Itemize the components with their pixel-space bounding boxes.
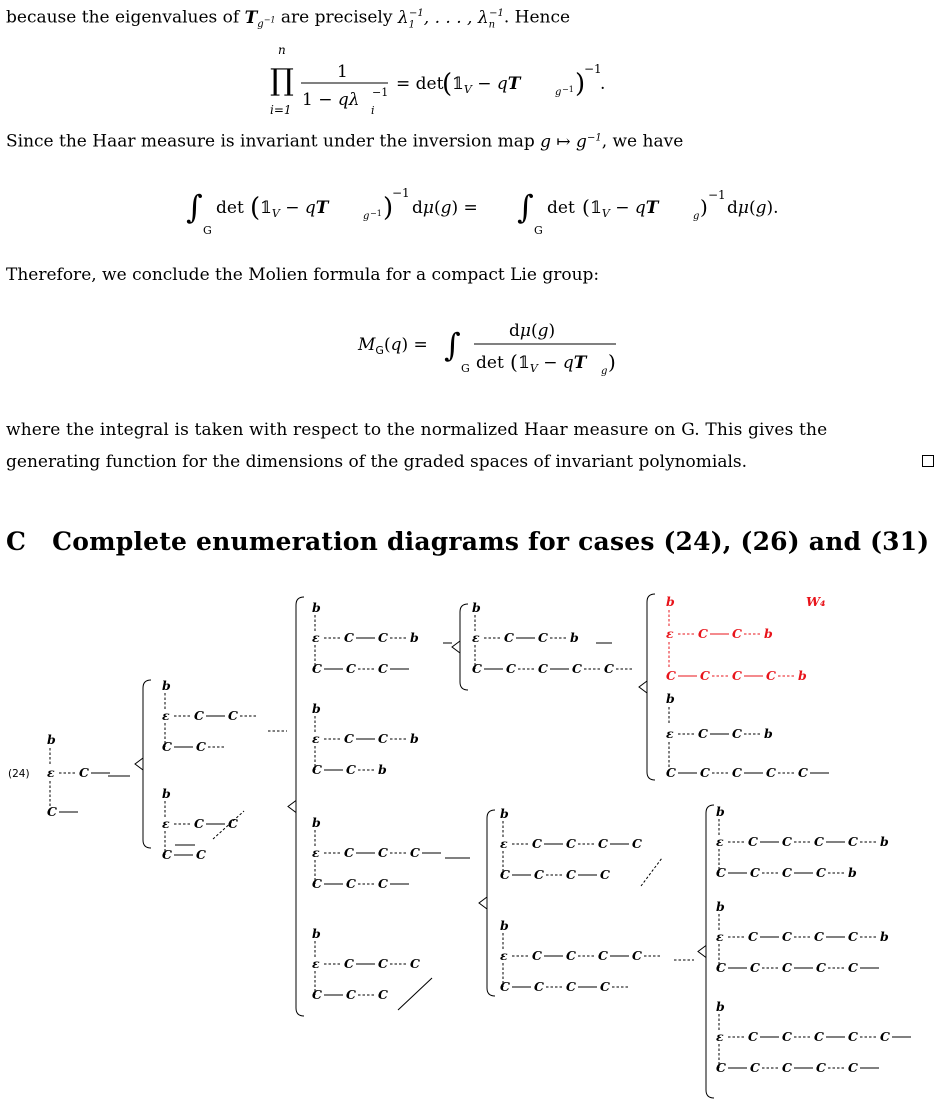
node-label: ε — [500, 948, 508, 963]
svg-text:−1: −1 — [562, 85, 574, 94]
math-T-g-inverse: $T_{g^{-1}}$ — [244, 7, 276, 31]
svg-text:(: ( — [442, 69, 453, 99]
svg-text:i=1: i=1 — [270, 103, 292, 117]
svg-text:): ) — [383, 193, 394, 223]
left-brace — [487, 810, 495, 996]
node-label: b — [880, 929, 889, 944]
svg-text:G: G — [534, 224, 543, 237]
svg-text:𝟙V − qT: $𝟙_V$ − qT — [260, 198, 329, 220]
node-label: C — [814, 1029, 824, 1044]
node-label: C — [344, 845, 354, 860]
svg-text:dμ(g).: dμ(g). — [727, 198, 779, 218]
node-label: C — [816, 960, 826, 975]
node-label: C — [750, 1060, 760, 1075]
node-label: C — [47, 804, 57, 819]
p2-text-a: Since the Haar measure is invariant under the inversion map — [6, 131, 535, 152]
svg-text:det: det — [476, 353, 504, 373]
node-label: C — [880, 1029, 890, 1044]
node-label: C — [534, 979, 544, 994]
node-label: C — [782, 834, 792, 849]
node-label: ε — [666, 626, 674, 641]
p2-text-b: , we have — [601, 131, 684, 152]
svg-text:MG(q) =: $M_G(q)$ = — [358, 335, 428, 357]
node-label: C — [378, 661, 388, 676]
brace-tip — [639, 681, 647, 693]
node-label: C — [538, 630, 548, 645]
node-label: C — [848, 834, 858, 849]
node-label: C — [698, 726, 708, 741]
p1-text-c: . Hence — [503, 7, 571, 28]
svg-text:): ) — [575, 69, 586, 99]
node-label: b — [47, 732, 56, 747]
svg-text:(: ( — [510, 350, 518, 374]
left-brace — [706, 805, 714, 1098]
node-label: C — [766, 765, 776, 780]
brace-tip — [479, 897, 487, 909]
brace-tip — [698, 946, 706, 958]
node-label: C — [814, 929, 824, 944]
node-label: C — [632, 836, 642, 851]
svg-text:= det: = det — [396, 74, 444, 94]
node-label: C — [196, 847, 206, 862]
section-number: C — [6, 527, 27, 556]
node-label: C — [600, 867, 610, 882]
svg-text:1 − qλ: 1 − qλ — [302, 90, 360, 110]
node-label: b — [162, 678, 171, 693]
math-lambda-list: $\lambda_1^{-1}$, . . . , $\lambda_n^{-1}$ — [397, 7, 504, 31]
p4-text: where the integral is taken with respect to the normalized Haar measure on G. This gives the — [6, 420, 828, 440]
node-label: C — [344, 731, 354, 746]
node-label: C — [566, 836, 576, 851]
node-label: C — [666, 765, 676, 780]
node-label: ε — [472, 630, 480, 645]
node-label: C — [748, 1029, 758, 1044]
svg-text:∫: ∫ — [517, 188, 534, 226]
node-label: ε — [312, 956, 320, 971]
node-label: C — [716, 865, 726, 880]
node-label: b — [880, 834, 889, 849]
node-label: C — [500, 867, 510, 882]
svg-text:𝟙V − qT: $𝟙_V$ − qT — [518, 353, 587, 375]
svg-text:.: . — [600, 74, 606, 94]
node-label: C — [506, 661, 516, 676]
node-label: b — [312, 815, 321, 830]
node-label: C — [538, 661, 548, 676]
svg-text:−1: −1 — [370, 209, 382, 218]
brace-tip — [452, 641, 460, 653]
node-label: C — [666, 668, 676, 683]
node-label: ε — [500, 836, 508, 851]
svg-text:g: g — [693, 211, 700, 222]
node-label: ε — [162, 708, 170, 723]
node-label: C — [782, 1029, 792, 1044]
node-label: b — [312, 701, 321, 716]
svg-text:G: G — [203, 224, 212, 237]
node-label: b — [162, 786, 171, 801]
node-label: ε — [162, 816, 170, 831]
svg-text:n: n — [278, 43, 286, 57]
node-label: C — [572, 661, 582, 676]
node-label: C — [782, 929, 792, 944]
node-label: C — [162, 739, 172, 754]
node-label: C — [312, 987, 322, 1002]
node-label: ε — [312, 731, 320, 746]
p1-text-b: are precisely — [280, 7, 393, 28]
svg-text:g: g — [555, 87, 562, 98]
node-label: C — [600, 979, 610, 994]
node-label: C — [194, 708, 204, 723]
svg-text:∏: ∏ — [270, 63, 294, 98]
svg-text:g: g — [601, 366, 608, 377]
node-label: ε — [312, 845, 320, 860]
node-label: b — [378, 762, 387, 777]
node-label: C — [378, 731, 388, 746]
node-label: C — [346, 762, 356, 777]
left-brace — [296, 597, 304, 1016]
node-label: C — [798, 765, 808, 780]
node-label: C — [344, 956, 354, 971]
svg-text:(: ( — [250, 193, 261, 223]
svg-text:(: ( — [582, 195, 590, 219]
svg-text:𝟙V − qT: $𝟙_V$ − qT — [452, 74, 521, 96]
node-label: C — [748, 929, 758, 944]
p3-text: Therefore, we conclude the Molien formula for a compact Lie group: — [6, 265, 600, 285]
node-label: C — [816, 1060, 826, 1075]
node-label: b — [410, 731, 419, 746]
node-label: C — [732, 668, 742, 683]
node-label: C — [816, 865, 826, 880]
svg-text:det: det — [547, 198, 575, 218]
node-label: C — [228, 708, 238, 723]
node-label: C — [378, 845, 388, 860]
node-label: b — [500, 918, 509, 933]
node-label: C — [378, 876, 388, 891]
svg-text:1: 1 — [337, 62, 348, 82]
node-label: C — [566, 948, 576, 963]
node-label: C — [632, 948, 642, 963]
node-label: C — [848, 929, 858, 944]
svg-text:): ) — [608, 350, 616, 374]
svg-text:dμ(g) =: dμ(g) = — [412, 198, 478, 218]
svg-text:−1: −1 — [372, 86, 389, 99]
node-label: b — [798, 668, 807, 683]
node-label: C — [378, 956, 388, 971]
node-label: C — [814, 834, 824, 849]
p5-text: generating function for the dimensions of the graded spaces of invariant polynomials. — [6, 452, 748, 472]
node-label: ε — [312, 630, 320, 645]
svg-text:g: g — [363, 211, 370, 222]
left-brace — [460, 604, 468, 690]
node-label: C — [312, 661, 322, 676]
node-label: C — [410, 845, 420, 860]
node-label: C — [700, 668, 710, 683]
node-label: C — [782, 960, 792, 975]
node-label: b — [410, 630, 419, 645]
node-label: b — [716, 804, 725, 819]
node-label: C — [534, 867, 544, 882]
node-label: C — [344, 630, 354, 645]
node-label: b — [716, 899, 725, 914]
section-title: Complete enumeration diagrams for cases (24), (26) and (31) — [52, 527, 930, 556]
node-label: b — [312, 926, 321, 941]
node-label: b — [570, 630, 579, 645]
node-label: b — [716, 999, 725, 1014]
node-label: C — [228, 816, 238, 831]
brace-tip — [135, 758, 143, 770]
node-label: C — [598, 836, 608, 851]
case-label: (24) — [8, 768, 30, 780]
math-inversion-map: g ↦ $g^{-1}$ — [540, 131, 602, 152]
p1-text-a: because the eigenvalues of — [6, 7, 240, 28]
svg-text:i: i — [371, 104, 375, 117]
node-label: C — [312, 876, 322, 891]
node-label: C — [716, 1060, 726, 1075]
node-label: ε — [47, 765, 55, 780]
svg-text:𝟙V − qT: $𝟙_V$ − qT — [590, 198, 659, 220]
node-label: b — [666, 691, 675, 706]
node-label: C — [848, 1029, 858, 1044]
node-label: C — [312, 762, 322, 777]
node-label: b — [764, 626, 773, 641]
svg-text:∫: ∫ — [444, 326, 461, 364]
node-label: C — [848, 960, 858, 975]
node-label: C — [598, 948, 608, 963]
svg-text:−1: −1 — [584, 62, 602, 76]
diagonal-edge — [641, 858, 662, 886]
node-label: C — [346, 661, 356, 676]
node-label: b — [472, 600, 481, 615]
node-label: C — [410, 956, 420, 971]
node-label: C — [848, 1060, 858, 1075]
node-label: C — [604, 661, 614, 676]
node-label: C — [566, 867, 576, 882]
node-label: C — [378, 987, 388, 1002]
node-label: C — [79, 765, 89, 780]
svg-text:−1: −1 — [708, 188, 726, 202]
node-label: C — [378, 630, 388, 645]
node-label: C — [504, 630, 514, 645]
svg-text:det: det — [216, 198, 244, 218]
node-label: C — [782, 1060, 792, 1075]
highlight-label-w4: W₄ — [806, 594, 826, 609]
svg-text:−1: −1 — [392, 186, 410, 200]
node-label: C — [346, 987, 356, 1002]
node-label: b — [848, 865, 857, 880]
node-label: C — [472, 661, 482, 676]
svg-text:dμ(g): dμ(g) — [509, 321, 556, 341]
node-label: C — [532, 948, 542, 963]
node-label: C — [782, 865, 792, 880]
left-brace — [143, 680, 151, 848]
node-label: C — [750, 865, 760, 880]
node-label: C — [750, 960, 760, 975]
node-label: b — [312, 600, 321, 615]
node-label: C — [732, 726, 742, 741]
node-label: C — [698, 626, 708, 641]
diagonal-edge — [398, 978, 432, 1010]
node-label: C — [566, 979, 576, 994]
node-label: ε — [716, 1029, 724, 1044]
node-label: C — [196, 739, 206, 754]
svg-text:G: G — [461, 362, 470, 375]
node-label: ε — [666, 726, 674, 741]
svg-text:∫: ∫ — [186, 188, 203, 226]
brace-tip — [288, 801, 296, 813]
node-label: C — [732, 626, 742, 641]
node-label: ε — [716, 929, 724, 944]
node-label: C — [732, 765, 742, 780]
node-label: C — [766, 668, 776, 683]
svg-text:): ) — [700, 195, 708, 219]
node-label: ε — [716, 834, 724, 849]
node-label: C — [346, 876, 356, 891]
node-label: C — [532, 836, 542, 851]
node-label: C — [700, 765, 710, 780]
node-label: C — [500, 979, 510, 994]
node-label: C — [194, 816, 204, 831]
node-label: b — [666, 594, 675, 609]
node-label: C — [748, 834, 758, 849]
node-label: b — [764, 726, 773, 741]
node-label: b — [500, 806, 509, 821]
node-label: C — [716, 960, 726, 975]
node-label: C — [162, 847, 172, 862]
left-brace — [647, 594, 655, 780]
